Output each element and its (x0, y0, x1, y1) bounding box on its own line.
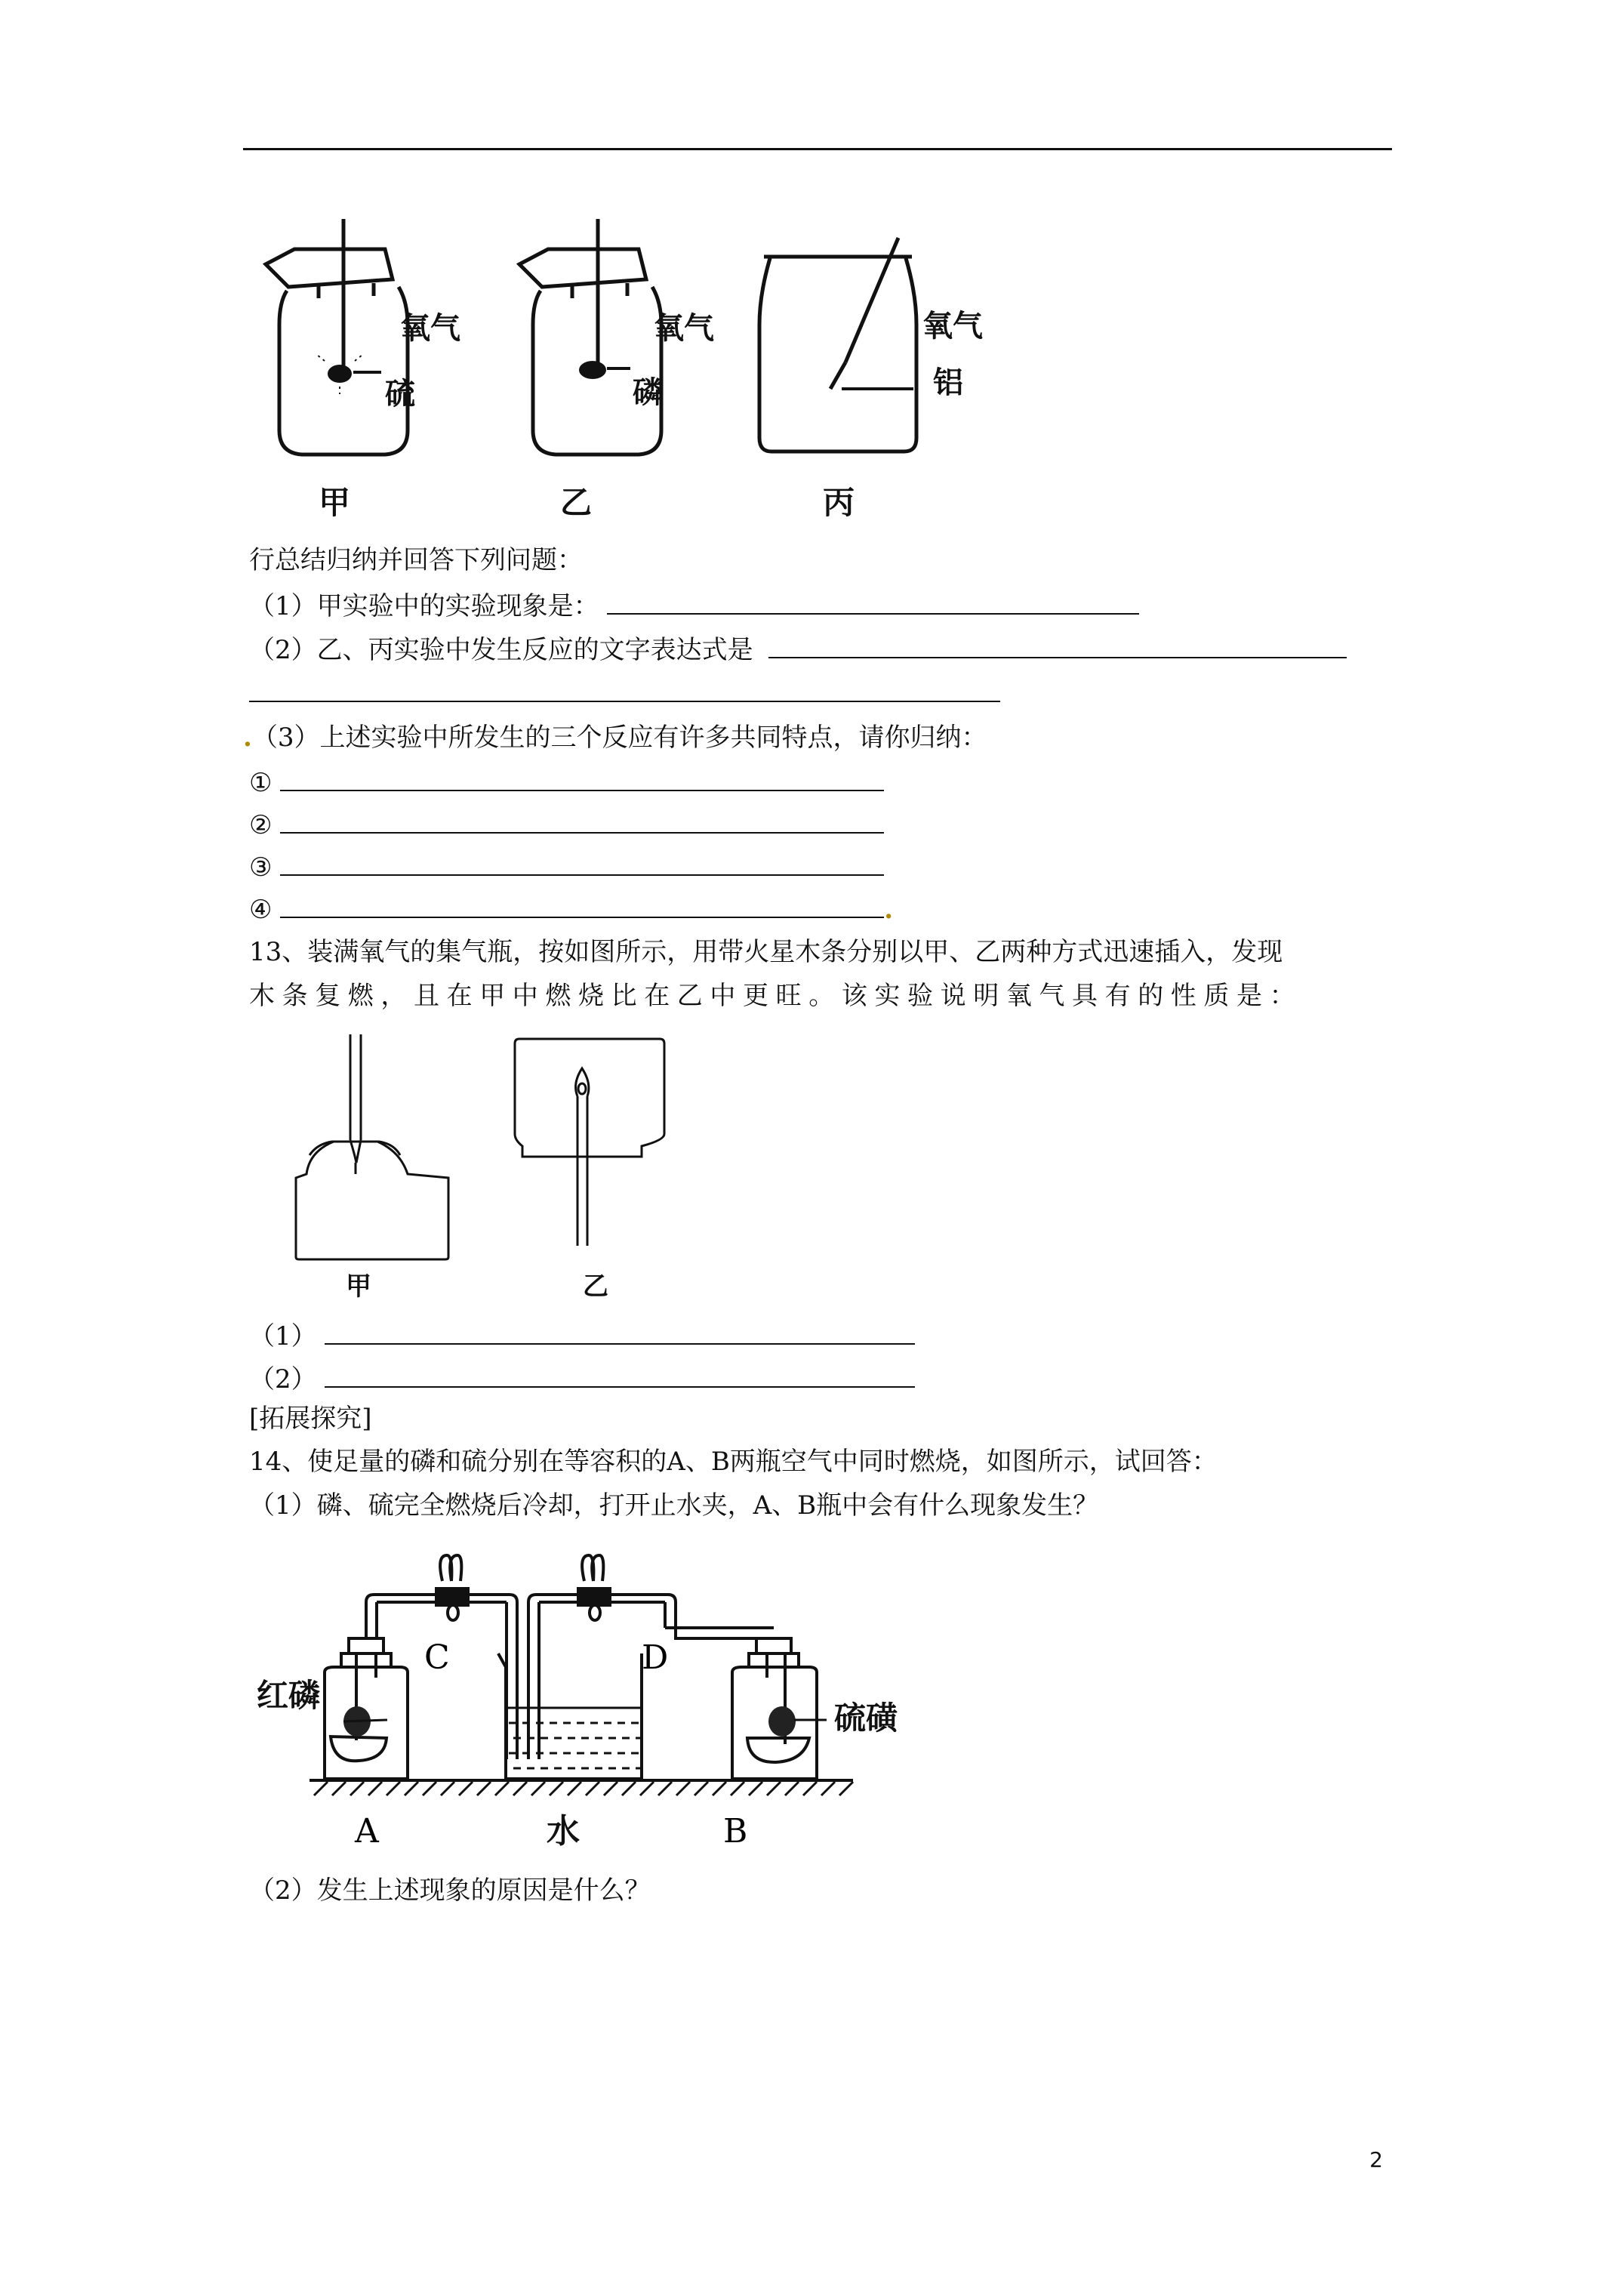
jar3-caption: 丙 (823, 484, 855, 521)
q13-answer-2-label: （2） (249, 1364, 317, 1395)
q12-part3-dot: . (243, 723, 252, 753)
q13-answer-1-blank[interactable] (325, 1318, 915, 1345)
q13-answer-1-label: （1） (249, 1321, 317, 1351)
jar3-gas-label: 氧气 (922, 309, 983, 344)
q12-item-2-marker: ② (249, 810, 273, 840)
jar2-caption: 乙 (560, 484, 593, 521)
q12-part1 (249, 587, 1139, 623)
q12-part3 (243, 721, 987, 754)
jar1-substance-label: 硫 (385, 377, 415, 411)
q12-item-4-marker: ④ (249, 895, 273, 925)
label-clamp-d: D (642, 1638, 669, 1677)
jar2-substance-label: 磷 (633, 375, 663, 410)
label-red-phosphorus: 红磷 (257, 1677, 321, 1714)
q12-item-2-blank[interactable] (280, 806, 884, 834)
q12-part2 (249, 631, 1347, 667)
label-red-phosphorus-1 (257, 1677, 320, 1714)
figure-oxygen-jars (249, 211, 1042, 536)
label-clamp-c: C (424, 1638, 450, 1677)
q13-answer-2-blank[interactable] (325, 1361, 915, 1388)
label-bottle-a: A (355, 1812, 379, 1851)
q12-item-3-blank[interactable] (280, 849, 884, 876)
jar1-caption: 甲 (319, 484, 351, 521)
q13-line-1 (249, 930, 1381, 974)
q13-stem (249, 930, 1381, 1018)
q12-part2-blank[interactable] (768, 631, 1347, 658)
q12-item-4 (249, 891, 893, 926)
extend-heading: [拓展探究] (249, 1404, 372, 1434)
q12-item-3 (249, 849, 884, 884)
splint-fig-label-jia: 甲 (346, 1271, 371, 1302)
q12-item-2 (249, 806, 884, 842)
intro-text: 行总结归纳并回答下列问题： (249, 545, 583, 575)
q13-answer-2 (249, 1361, 915, 1396)
figure-splint-jars (287, 1027, 679, 1302)
q12-part3-text: （3）上述实验中所发生的三个反应有许多共同特点，请你归纳： (251, 723, 987, 753)
q14-stem: 14、使足量的磷和硫分别在等容积的A、B两瓶空气中同时燃烧，如图所示，试回答： (249, 1447, 1218, 1477)
page-number: 2 (1369, 2147, 1383, 2172)
q12-item-1-marker: ① (249, 768, 273, 798)
label-sulfur: 硫磺 (834, 1700, 898, 1737)
jar2-gas-label: 氧气 (654, 311, 714, 346)
q13-answer-1 (249, 1318, 915, 1353)
q14-part1: （1）磷、硫完全燃烧后冷却，打开止水夹，A、B瓶中会有什么现象发生？ (249, 1490, 1099, 1521)
q12-item-3-marker: ③ (249, 852, 273, 883)
q12-part1-blank[interactable] (607, 587, 1139, 615)
q14-part2: （2）发生上述现象的原因是什么？ (249, 1875, 651, 1906)
q13-line-1-text: 13、装满氧气的集气瓶，按如图所示，用带火星木条分别以甲、乙两种方式迅速插入，发现 (249, 937, 1283, 967)
jar1-gas-label: 氧气 (400, 311, 460, 346)
header-rule (243, 148, 1392, 150)
q12-item-4-blank[interactable] (280, 891, 884, 918)
q13-line-2 (249, 974, 1381, 1018)
label-bottle-b: B (723, 1812, 748, 1851)
splint-fig-label-yi: 乙 (583, 1271, 608, 1302)
jar3-substance-label: 铝 (933, 365, 963, 400)
q13-line-2-text: 木条复燃，且在甲中燃烧比在乙中更旺。该实验说明氧气具有的性质是： (249, 981, 1303, 1011)
figure-bottles-apparatus (249, 1540, 929, 1857)
label-water: 水 (547, 1812, 580, 1851)
q12-part2-text: （2）乙、丙实验中发生反应的文字表达式是 (249, 635, 753, 665)
q12-item-1-blank[interactable] (280, 764, 884, 791)
q12-part1-text: （1）甲实验中的实验现象是： (249, 591, 599, 621)
q12-item-4-trail: . (884, 895, 894, 925)
q12-part2-blank-cont[interactable] (249, 701, 1000, 702)
q12-item-1 (249, 764, 884, 800)
